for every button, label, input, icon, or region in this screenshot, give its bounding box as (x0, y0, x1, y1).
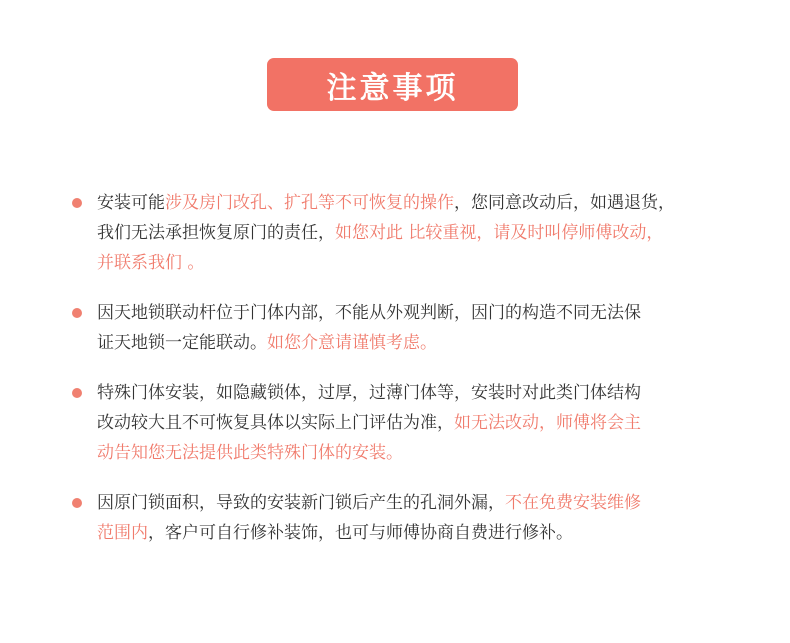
note-text: 我们无法承担恢复原门的责任， (97, 223, 335, 243)
note-highlight: 不在免费安装维修 (505, 493, 641, 513)
note-line (97, 438, 732, 468)
note-line (97, 188, 732, 218)
bullet-icon (72, 498, 82, 508)
note-item-4 (72, 488, 732, 548)
note-item-1 (72, 188, 732, 278)
notes-list (72, 188, 732, 548)
note-line (97, 488, 732, 518)
note-text: 特殊门体安装，如隐藏锁体，过厚，过薄门体等，安装时对此类门体结构 (97, 383, 641, 403)
bullet-icon (72, 198, 82, 208)
note-line (97, 378, 732, 408)
note-text: ，您同意改动后，如遇退货， (454, 193, 675, 213)
page-title: 注意事项 (267, 58, 518, 111)
note-line (97, 518, 732, 548)
note-line (97, 218, 732, 248)
note-text: 证天地锁一定能联动。 (97, 333, 267, 353)
note-item-2 (72, 298, 732, 358)
note-item-3 (72, 378, 732, 468)
bullet-icon (72, 388, 82, 398)
note-text: ，客户可自行修补装饰，也可与师傅协商自费进行修补。 (148, 523, 573, 543)
bullet-icon (72, 308, 82, 318)
note-highlight: 如您对此 比较重视，请及时叫停师傅改动， (335, 223, 664, 243)
note-text: 改动较大且不可恢复具体以实际上门评估为准， (97, 413, 454, 433)
note-highlight: 并联系我们 。 (97, 253, 205, 273)
note-highlight: 如您介意请谨慎考虑。 (267, 333, 437, 353)
note-text: 因天地锁联动杆位于门体内部，不能从外观判断，因门的构造不同无法保 (97, 303, 641, 323)
note-text: 安装可能 (97, 193, 165, 213)
note-highlight: 涉及房门改孔、扩孔等不可恢复的操作 (165, 193, 454, 213)
note-text: 因原门锁面积，导致的安装新门锁后产生的孔洞外漏， (97, 493, 505, 513)
note-line (97, 328, 732, 358)
note-highlight: 范围内 (97, 523, 148, 543)
note-highlight: 动告知您无法提供此类特殊门体的安装。 (97, 443, 403, 463)
note-line (97, 248, 732, 278)
note-line (97, 408, 732, 438)
note-line (97, 298, 732, 328)
note-highlight: 如无法改动，师傅将会主 (454, 413, 641, 433)
